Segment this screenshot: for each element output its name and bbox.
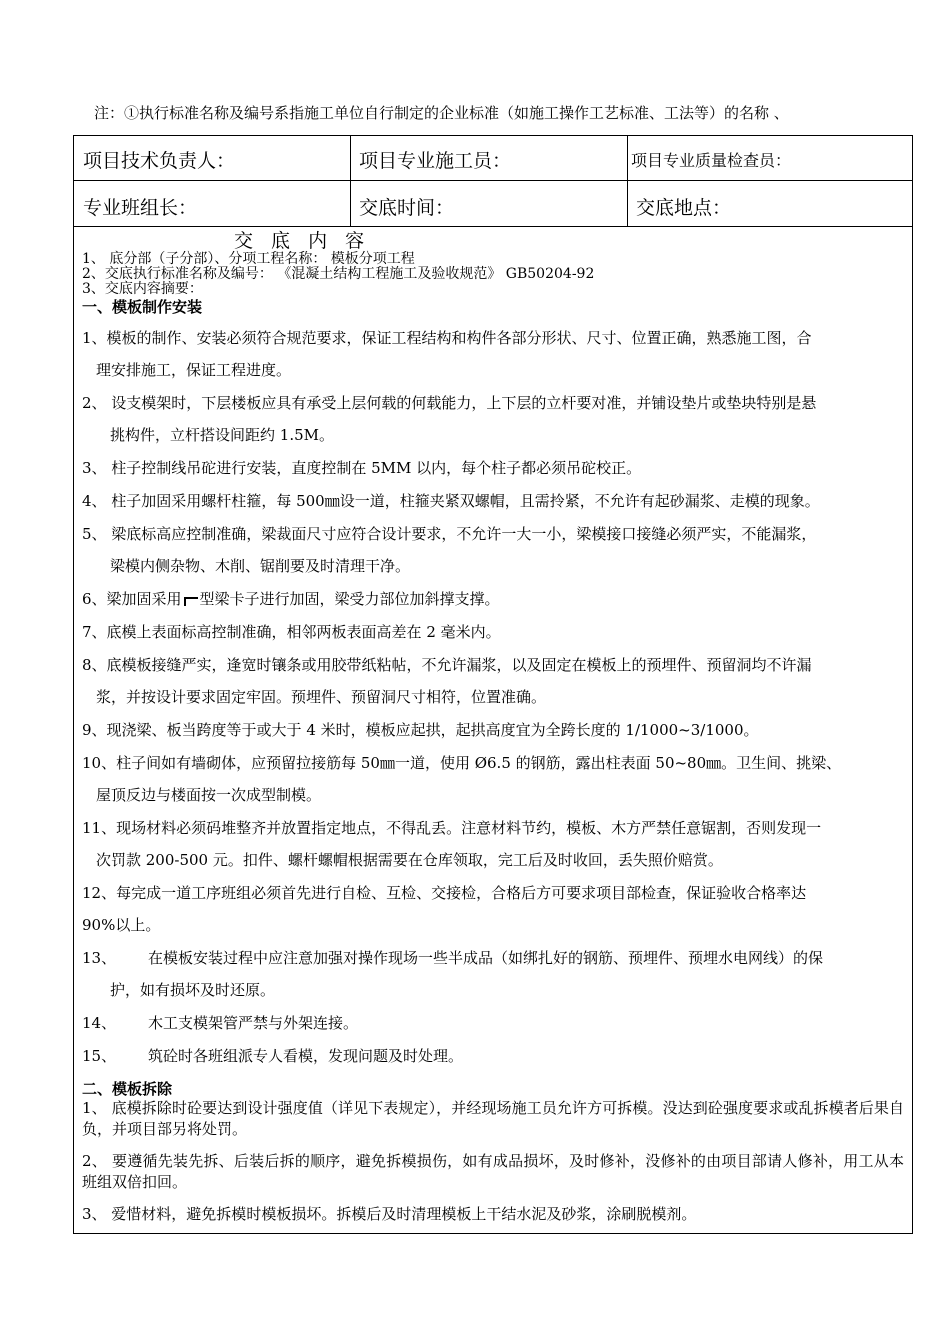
beam-clamp-symbol-icon <box>184 597 198 606</box>
meta-line: 2、交底执行标准名称及编号： 《混凝土结构工程施工及验收规范》 GB50204-92 <box>82 266 595 282</box>
list-item: 13、 在模板安装过程中应注意加强对操作现场一些半成品（如绑扎好的钢筋、预埋件、预埋水电网线）的保 护，如有损坏及时还原。 <box>82 949 824 999</box>
quality-inspector-label: 项目专业质量检查员： <box>631 151 792 170</box>
disclosure-content <box>82 230 904 1225</box>
disclosure-time-label: 交底时间： <box>359 197 455 219</box>
team-leader-label: 专业班组长： <box>83 197 198 219</box>
list-item: 15、 筑砼时各班组派专人看模，发现问题及时处理。 <box>82 1047 464 1065</box>
list-item: 11、现场材料必须码堆整齐并放置指定地点，不得乱丢。注意材料节约，模板、木方严禁任意锯割，否则发现一 次罚款 200-500 元。扣件、螺杆螺帽根据需要在仓库领取，完工后及时收回，丢失照价赔赏。 <box>82 819 822 869</box>
site-engineer-label: 项目专业施工员： <box>359 150 512 172</box>
meta-line: 3、交底内容摘要： <box>82 281 203 297</box>
disclosure-place-label: 交底地点： <box>636 197 732 219</box>
grid-line <box>74 180 912 181</box>
meta-line: 1、 底分部（子分部）、分项工程名称： 模板分项工程 <box>82 251 415 267</box>
list-item: 2、 设支模架时，下层楼板应具有承受上层何载的何载能力，上下层的立杆要对准，并铺设垫片或垫块特别是悬 挑构件，立杆搭设间距约 1.5M。 <box>82 394 817 444</box>
list-item: 9、现浇梁、板当跨度等于或大于 4 米时，模板应起拱，起拱高度宜为全跨长度的 1/1000~3/1000。 <box>82 721 759 739</box>
content-title: 交 底 内 容 <box>234 230 371 252</box>
list-item: 6、梁加固采用 型梁卡子进行加固，梁受力部位加斜撑支撑。 <box>82 590 500 608</box>
list-item: 3、 爱惜材料，避免拆模时模板损坏。拆模后及时清理模板上干结水泥及砂浆，涂刷脱模剂。 <box>82 1205 697 1223</box>
grid-line <box>350 136 351 226</box>
list-item: 3、 柱子控制线吊砣进行安装，直度控制在 5MM 以内，每个柱子都必须吊砣校正。 <box>82 459 642 477</box>
list-item: 2、 要遵循先装先拆、后装后拆的顺序，避免拆模损伤，如有成品损坏，及时修补，没修补的由项目部请人修补，用工从本班组双倍扣回。 <box>82 1152 904 1191</box>
list-item: 1、 底模拆除时砼要达到设计强度值（详见下表规定），并经现场施工员允许方可拆模。没达到砼强度要求或乱拆模者后果自负，并项目部另将处罚。 <box>82 1099 904 1138</box>
tech-lead-label: 项目技术负责人： <box>83 150 236 172</box>
list-item: 12、每完成一道工序班组必须首先进行自检、互检、交接检，合格后方可要求项目部检查，保证验收合格率达 90%以上。 <box>82 884 807 934</box>
list-item: 4、 柱子加固采用螺杆柱箍，每 500㎜设一道，柱箍夹紧双螺帽，且需拎紧，不允许有起砂漏浆、走模的现象。 <box>82 492 820 510</box>
list-item: 5、 梁底标高应控制准确，梁裁面尺寸应符合设计要求，不允许一大一小，梁模接口接缝必须严实，不能漏浆， 梁模内侧杂物、木削、锯削要及时清理干净。 <box>82 525 817 575</box>
section-heading: 一、模板制作安装 <box>82 298 203 316</box>
list-item: 14、 木工支模架管严禁与外架连接。 <box>82 1014 359 1032</box>
list-item: 10、柱子间如有墙砌体，应预留拉接筋每 50㎜一道，使用 Ø6.5 的钢筋，露出柱表面 50~80㎜。卫生间、挑梁、 屋顶反边与楼面按一次成型制模。 <box>82 754 842 804</box>
list-item: 7、底模上表面标高控制准确，相邻两板表面高差在 2 毫米内。 <box>82 623 501 641</box>
list-item: 8、底模板接缝严实，逢宽时镶条或用胶带纸粘帖，不允许漏浆，以及固定在模板上的预埋件、预留洞均不许漏 浆，并按设计要求固定牢固。预埋件、预留洞尺寸相符，位置准确。 <box>82 656 812 706</box>
grid-line <box>627 136 628 226</box>
section-heading: 二、模板拆除 <box>82 1080 173 1098</box>
list-item: 1、模板的制作、安装必须符合规范要求，保证工程结构和构件各部分形状、尺寸、位置正确，熟悉施工图，合 理安排施工，保证工程进度。 <box>82 329 812 379</box>
grid-line <box>74 226 912 227</box>
footnote: 注：①执行标准名称及编号系指施工单位自行制定的企业标准（如施工操作工艺标准、工法等）的名称 、 <box>94 104 789 122</box>
